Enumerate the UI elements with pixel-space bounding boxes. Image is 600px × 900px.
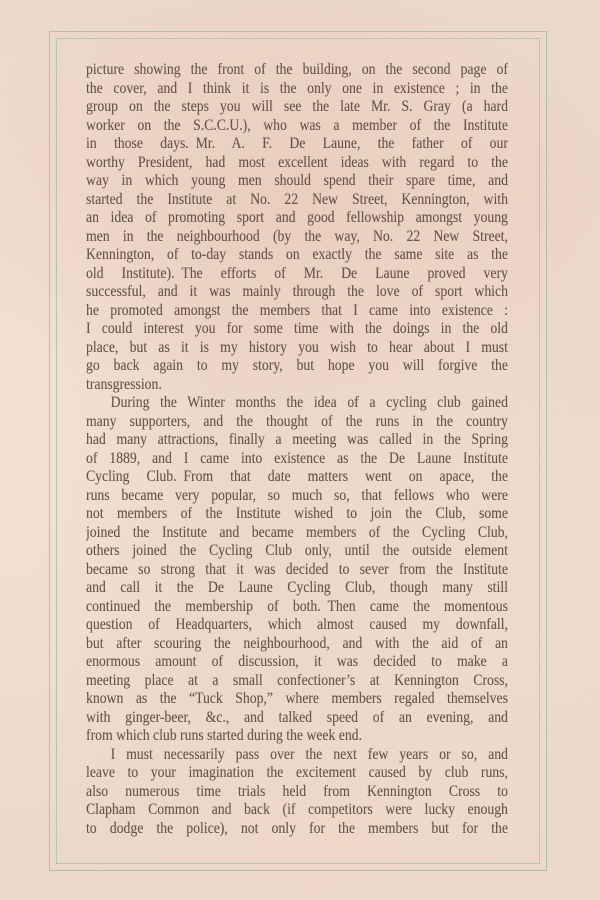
text-line: known as the “Tuck Shop,” where members regaled themselves: [86, 690, 508, 707]
text-line: men in the neighbourhood (by the way, No. 22 New Street,: [86, 227, 508, 245]
text-line: worker on the S.C.C.U.), who was a member of the Institute: [86, 116, 508, 134]
text-line: the cover, and I think it is the only one in existence ; in the: [86, 79, 508, 97]
text-line: with ginger-beer, &c., and talked speed of an evening, and: [86, 708, 508, 726]
text-line: successful, and it was mainly through the love of sport which: [86, 283, 508, 300]
text-line: of 1889, and I came into existence as the De Laune Institute: [86, 449, 508, 467]
text-line: he promoted amongst the members that I came into existence :: [86, 301, 508, 319]
text-line: Cycling Club. From that date matters went on apace, the: [86, 468, 508, 485]
text-line: from which club runs started during the week end.: [86, 727, 362, 744]
text-line: had many attractions, finally a meeting was called in the Spring: [86, 431, 508, 448]
text-line: to dodge the police), not only for the members but for the: [86, 819, 508, 837]
text-line: an idea of promoting sport and good fellowship amongst young: [86, 209, 508, 226]
text-line: I must necessarily pass over the next few years or so, and: [110, 745, 508, 763]
text-line: and call it the De Laune Cycling Club, though many still: [86, 579, 508, 596]
text-line: During the Winter months the idea of a cycling club gained: [110, 394, 508, 411]
text-line: enormous amount of discussion, it was decided to make a: [86, 653, 508, 670]
text-line: not members of the Institute wished to join the Club, some: [86, 505, 508, 522]
text-line: runs became very popular, so much so, that fellows who were: [86, 486, 508, 504]
text-line: continued the membership of both. Then came the momentous: [86, 597, 508, 615]
text-line: also numerous time trials held from Kennington Cross to: [86, 782, 508, 800]
text-line: but after scouring the neighbourhood, and with the aid of an: [86, 634, 508, 652]
text-line: place, but as it is my history you wish to hear about I must: [86, 338, 508, 356]
text-line: others joined the Cycling Club only, until the outside element: [86, 542, 508, 559]
text-line: meeting place at a small confectioner’s at Kennington Cross,: [86, 671, 508, 689]
page-text-block: [86, 61, 508, 838]
text-line: Kennington, of to-day stands on exactly the same site as the: [86, 246, 508, 263]
text-line: started the Institute at No. 22 New Street, Kennington, with: [86, 190, 508, 208]
text-line: go back again to my story, but hope you will forgive the: [86, 357, 508, 374]
text-line: picture showing the front of the building, on the second page of: [86, 61, 508, 78]
text-line: I could interest you for some time with the doings in the old: [86, 320, 508, 337]
text-line: question of Headquarters, which almost caused my downfall,: [86, 616, 508, 633]
text-line: became so strong that it was decided to sever from the Institute: [86, 560, 508, 578]
text-line: transgression.: [86, 375, 162, 393]
text-line: many supporters, and the thought of the runs in the country: [86, 412, 508, 430]
text-line: in those days. Mr. A. F. De Laune, the father of our: [86, 135, 508, 152]
text-line: leave to your imagination the excitement caused by club runs,: [86, 764, 508, 781]
text-line: joined the Institute and became members of the Cycling Club,: [86, 523, 508, 541]
text-line: worthy President, had most excellent ideas with regard to the: [86, 153, 508, 171]
text-line: old Institute). The efforts of Mr. De Laune proved very: [86, 264, 508, 282]
text-line: Clapham Common and back (if competitors were lucky enough: [86, 801, 508, 818]
text-line: group on the steps you will see the late Mr. S. Gray (a hard: [86, 98, 508, 115]
text-line: way in which young men should spend their spare time, and: [86, 172, 508, 189]
